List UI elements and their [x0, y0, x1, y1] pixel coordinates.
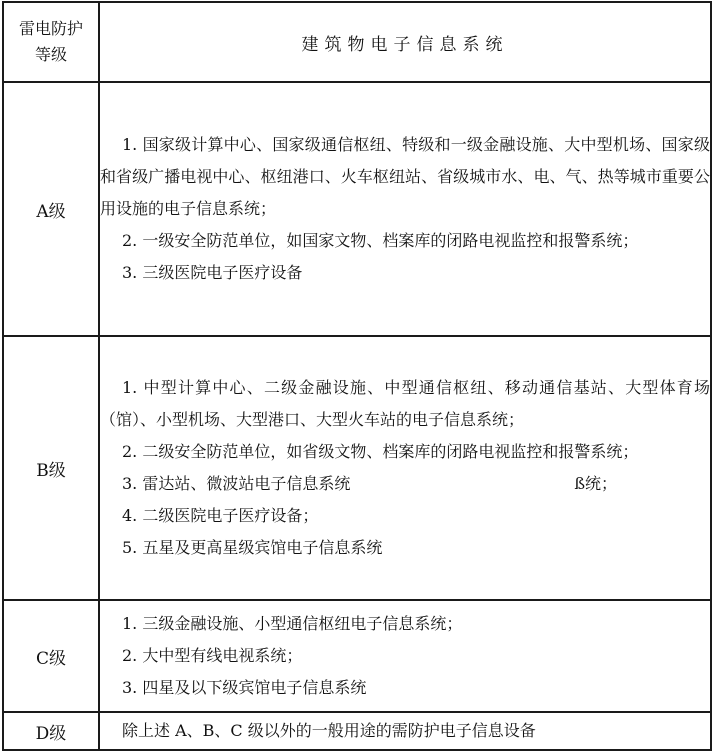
- list-item: 3. 四星及以下级宾馆电子信息系统: [122, 678, 367, 697]
- table-row-grade-a: [3, 82, 711, 336]
- grade-label: A级: [3, 82, 99, 336]
- list-item: 除上述 A、B、C 级以外的一般用途的需防护电子信息设备: [122, 721, 536, 740]
- grade-label: D级: [3, 712, 99, 750]
- header-grade-cell: [3, 2, 99, 82]
- list-item: 1. 中型计算中心、二级金融设施、中型通信枢纽、移动通信基站、大型体育场（馆）、小型机场、大型港口、大型火车站的电子信息系统；: [100, 378, 710, 429]
- list-item: 2. 一级安全防范单位，如国家文物、档案库的闭路电视监控和报警系统；: [122, 231, 639, 250]
- system-list: [99, 82, 711, 336]
- list-item: 2. 大中型有线电视系统；: [122, 646, 303, 665]
- list-item: 3. 雷达站、微波站电子信息系统 ß统；: [122, 474, 618, 493]
- system-list: [99, 600, 711, 712]
- grade-label: B级: [3, 336, 99, 600]
- table-row-grade-d: [3, 712, 711, 750]
- system-list: [99, 336, 711, 600]
- lightning-protection-grade-table: [2, 1, 712, 751]
- grade-label: C级: [3, 600, 99, 712]
- list-item: 2. 二级安全防范单位，如省级文物、档案库的闭路电视监控和报警系统；: [122, 442, 639, 461]
- system-list: [99, 712, 711, 750]
- header-grade-line1: 雷电防护: [18, 19, 83, 38]
- header-row: [3, 2, 711, 82]
- list-item: 1. 国家级计算中心、国家级通信枢纽、特级和一级金融设施、大中型机场、国家级和省级广播电视中心、枢纽港口、火车枢纽站、省级城市水、电、气、热等城市重要公用设施的电子信息系统；: [100, 135, 710, 218]
- header-system-cell: 建筑物电子信息系统: [99, 2, 711, 82]
- list-item: 5. 五星及更高星级宾馆电子信息系统: [122, 538, 383, 557]
- header-grade-line2: 等级: [34, 45, 67, 64]
- table-row-grade-b: [3, 336, 711, 600]
- list-item: 4. 二级医院电子医疗设备；: [122, 506, 319, 525]
- table-row-grade-c: [3, 600, 711, 712]
- list-item: 1. 三级金融设施、小型通信枢纽电子信息系统；: [122, 614, 463, 633]
- list-item: 3. 三级医院电子医疗设备: [122, 263, 303, 282]
